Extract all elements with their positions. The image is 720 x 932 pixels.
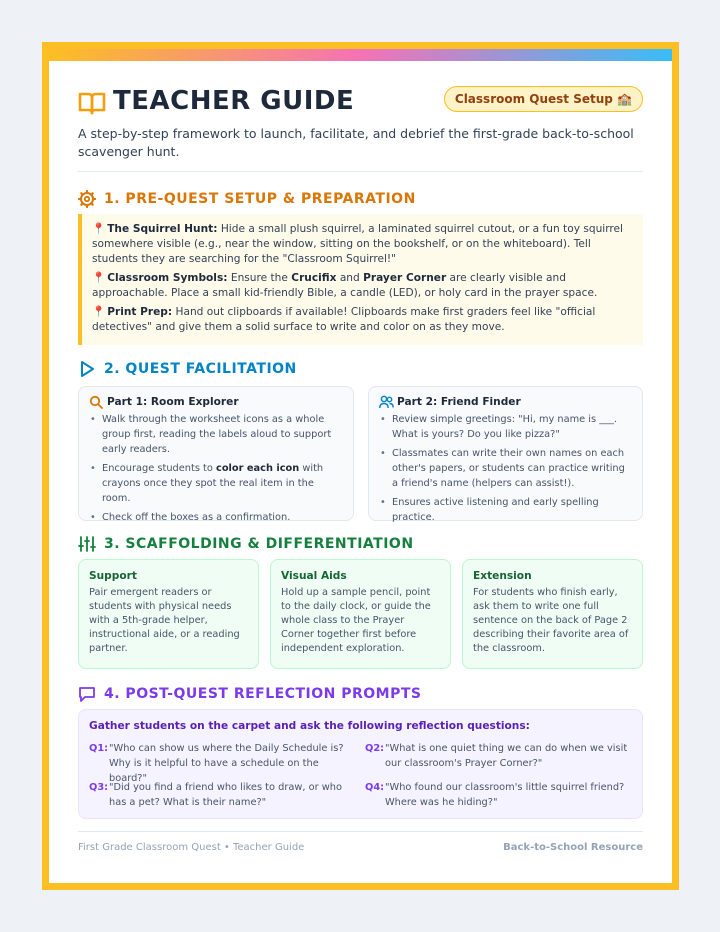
reflection-lead: Gather students on the carpet and ask the following reflection questions: [89, 720, 530, 732]
question-label: Q2: [365, 743, 385, 754]
page-title: TEACHER GUIDE [113, 86, 355, 116]
page-frame [42, 42, 679, 890]
extension-card [462, 559, 643, 669]
question-label: Q3: [89, 782, 109, 793]
question-text: "Who found our classroom's little squirrel friend? Where was he hiding?" [385, 782, 625, 808]
card-title: Support [89, 570, 137, 582]
question-text: "Did you find a friend who likes to draw, or who has a pet? What is their name?" [109, 782, 342, 808]
book-open-icon [78, 91, 106, 115]
section4-title: 4. POST-QUEST REFLECTION PROMPTS [104, 686, 422, 702]
question-q4 [365, 780, 635, 810]
prep-text: Hand out clipboards if available! Clipboards make first graders feel like "official detectives" and give them a solid surface to write and color on as they move. [92, 306, 596, 333]
part2-heading [379, 396, 632, 408]
prep-label: Classroom Symbols: [107, 272, 228, 284]
prep-text: are clearly visible and approachable. Place a small kid-friendly Bible, a candle (LED), or holy card in the prayer space. [92, 272, 598, 299]
card-text: Hold up a sample pencil, point to the daily clock, or guide the whole class to the Prayer Corner together first before independent exploration. [281, 587, 431, 654]
part2-list [379, 412, 632, 525]
card-text: Pair emergent readers or students with physical needs with a 5th-grade helper, instructional aide, or a reading partner. [89, 587, 240, 654]
users-icon [379, 395, 394, 409]
question-label: Q4: [365, 782, 385, 793]
prep-bold: Crucifix [291, 272, 337, 284]
divider [78, 171, 643, 172]
chat-icon [78, 685, 96, 703]
card-text: For students who finish early, ask them to write one full sentence on the back of Page 2 describing their favorite area of the classroom. [473, 587, 629, 654]
prep-bold: Prayer Corner [363, 272, 447, 284]
section1-title: 1. PRE-QUEST SETUP & PREPARATION [104, 191, 416, 207]
reflection-box [78, 709, 643, 819]
question-q2 [365, 741, 635, 771]
question-text: "Who can show us where the Daily Schedule is? Why is it helpful to have a schedule on the board?" [109, 743, 344, 784]
prep-text: Ensure the [230, 272, 288, 284]
part1-card [78, 386, 354, 521]
question-label: Q1: [89, 743, 109, 754]
setup-badge: Classroom Quest Setup 🏫 [444, 86, 643, 112]
footer-right: Back-to-School Resource [503, 842, 643, 853]
question-q3 [89, 780, 359, 810]
footer-left: First Grade Classroom Quest • Teacher Guide [78, 842, 305, 853]
prep-label: Print Prep: [107, 306, 173, 318]
prep-item-symbols [92, 271, 633, 301]
play-icon [78, 360, 96, 378]
part2-card [368, 386, 643, 521]
prep-text: Hide a small plush squirrel, a laminated squirrel cutout, or a fun toy squirrel somewhere visible (e.g., near the window, sitting on the bookshelf, or on the whiteboard). Tell students they are searching for the "Classroom Squirrel!" [92, 223, 623, 265]
card-title: Visual Aids [281, 570, 347, 582]
list-item [89, 461, 343, 506]
prep-box [78, 214, 643, 345]
pin-icon: 📍 [92, 272, 106, 284]
part2-title: Part 2: Friend Finder [397, 396, 521, 408]
list-item: • Ensures active listening and early spelling practice. [379, 495, 632, 525]
prep-label: The Squirrel Hunt: [107, 223, 218, 235]
list-item: • Review simple greetings: "Hi, my name is ___. What is yours? Do you like pizza?" [379, 412, 632, 442]
list-item: • Classmates can write their own names on each other's papers, or students can practice writing a friend's name (helpers can assist!). [379, 446, 632, 491]
section2-title: 2. QUEST FACILITATION [104, 361, 297, 377]
prep-text: and [339, 272, 360, 284]
support-card [78, 559, 259, 669]
prep-item-print [92, 305, 633, 335]
prep-item-squirrel [92, 222, 633, 267]
question-text: "What is one quiet thing we can do when we visit our classroom's Prayer Corner?" [385, 743, 628, 769]
visual-aids-card [270, 559, 451, 669]
top-gradient-bar [49, 49, 672, 61]
list-item: • Walk through the worksheet icons as a whole group first, reading the labels aloud to support early readers. [89, 412, 343, 457]
sliders-icon [78, 535, 96, 553]
magnifier-icon [89, 395, 103, 409]
part1-heading [89, 396, 343, 408]
intro-text: A step-by-step framework to launch, facilitate, and debrief the first-grade back-to-school scavenger hunt. [78, 126, 634, 159]
part1-list [89, 412, 343, 525]
gear-icon [78, 190, 96, 208]
card-title: Extension [473, 570, 532, 582]
part1-title: Part 1: Room Explorer [107, 396, 239, 408]
list-text: with crayons once they spot the real item in the room. [102, 463, 324, 504]
list-text: Encourage students to [102, 463, 213, 474]
list-bold: color each icon [216, 463, 300, 474]
pin-icon: 📍 [92, 306, 106, 318]
section3-title: 3. SCAFFOLDING & DIFFERENTIATION [104, 536, 414, 552]
pin-icon: 📍 [92, 223, 106, 235]
header [78, 86, 643, 126]
list-item: • Check off the boxes as a confirmation. [89, 510, 343, 525]
footer-divider [78, 831, 643, 832]
